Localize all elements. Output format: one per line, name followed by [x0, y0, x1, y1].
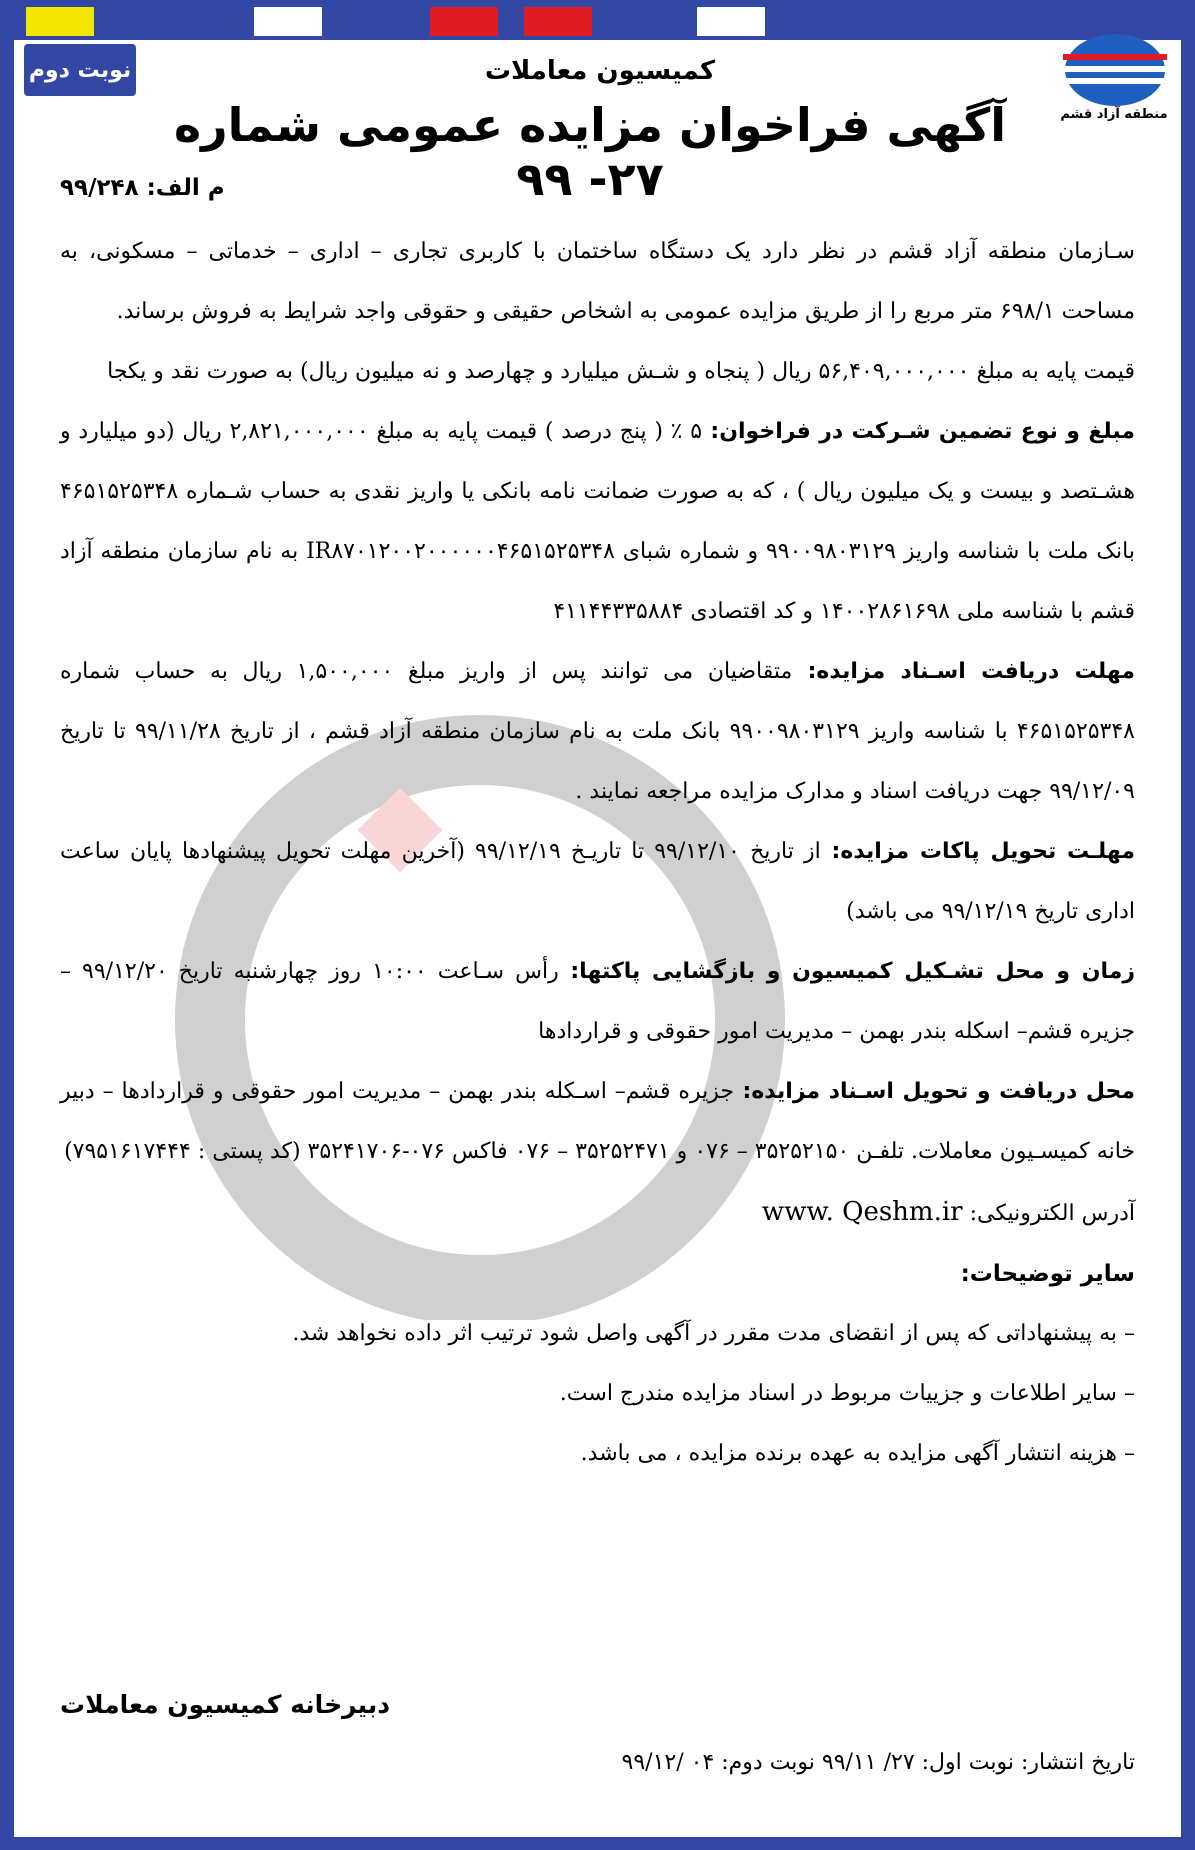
color-bar-white-2	[697, 7, 765, 36]
website-label: آدرس الکترونیکی:	[962, 1201, 1135, 1226]
notice-body	[60, 222, 1135, 1484]
docs-deadline-text: متقاضیان می توانند پس از واریز مبلغ ۱,۵۰۰,۰۰۰ ریال به حساب شماره ۴۶۵۱۵۲۵۳۴۸ با شناسه واریز ۹۹۰۰۹۸۰۳۱۲۹ بانک ملت به نام سازمان منطقه آزاد قشم ، از تاریخ ۹۹/۱۱/۲۸ تا تاریخ ۹۹/۱۲/۰۹ جهت دریافت اسناد و مدارک مزایده مراجعه نمایند .	[60, 659, 1135, 804]
intro-paragraph: سـازمان منطقه آزاد قشم در نظر دارد یک دستگاه ساختمان با کاربری تجاری – اداری – خدماتی – مسکونی، به مساحت ۶۹۸/۱ متر مربع را از طریق مزایده عمومی به اشخاص حقیقی و حقوقی واجد شرایط به فروش برساند.	[60, 239, 1135, 324]
guarantee-paragraph	[60, 402, 1135, 642]
note-item: – هزینه انتشار آگهی مزایده به عهده برنده مزایده ، می باشد.	[580, 1441, 1135, 1466]
publication-dates: تاریخ انتشار: نوبت اول: ۲۷/ ۹۹/۱۱ نوبت دوم: ۰۴ /۹۹/۱۲	[621, 1750, 1135, 1775]
opening-label: زمان و محل تشـکیل کمیسیون و بازگشایی پاکتها:	[558, 959, 1136, 984]
delivery-deadline-label: مهلـت تحویل پاکات مزایده:	[820, 839, 1135, 864]
page-title: آگهی فراخوان مزایده عمومی شماره ۲۷- ۹۹	[174, 98, 1006, 206]
reference-number: م الف: ۹۹/۲۴۸	[60, 175, 225, 201]
website-link[interactable]: www. Qeshm.ir	[761, 1197, 963, 1227]
color-bar-red-2	[524, 7, 592, 36]
color-bar-red-1	[430, 7, 498, 36]
opening-text: رأس سـاعت ۱۰:۰۰ روز چهارشنبه تاریخ ۹۹/۱۲/۲۰ – جزیره قشم– اسکله بندر بهمن – مدیریت امور حقوقی و قراردادها	[60, 959, 1135, 1044]
base-price-paragraph: قیمت پایه به مبلغ ۵۶,۴۰۹,۰۰۰,۰۰۰ ریال ( پنجاه و شـش میلیارد و چهارصد و نه میلیون ریال) به صورت نقد و یکجا	[107, 359, 1135, 384]
website-paragraph	[60, 1182, 1135, 1244]
location-text: جزیره قشم– اسـکله بندر بهمن – مدیریت امور حقوقی و قراردادها – دبیر خانه کمیسـیون معاملات. تلفـن ۳۵۲۵۲۱۵۰ – ۰۷۶ و ۳۵۲۵۲۴۷۱ – ۰۷۶ فاکس ۰۷۶-۳۵۲۴۱۷۰۶ (کد پستی : ۷۹۵۱۶۱۷۴۴۴)	[60, 1079, 1135, 1164]
note-item: – به پیشنهاداتی که پس از انقضای مدت مقرر در آگهی واصل شود ترتیب اثر داده نخواهد شد.	[292, 1321, 1135, 1346]
color-bar-white-1	[254, 7, 322, 36]
location-label: محل دریافت و تحویل اسـناد مزایده:	[733, 1079, 1135, 1104]
docs-deadline-label: مهلت دریافت اسـناد مزایده:	[792, 659, 1135, 684]
color-bar-yellow	[26, 7, 94, 36]
delivery-deadline-paragraph	[60, 822, 1135, 942]
guarantee-text: ۵ ٪ ( پنج درصد ) قیمت پایه به مبلغ ۲,۸۲۱,۰۰۰,۰۰۰ ریال (دو میلیارد و هشـتصد و بیست و یک میلیون ریال ) ، که به صورت ضمانت نامه بانکی یا واریز نقدی به حساب شـماره ۴۶۵۱۵۲۵۳۴۸ بانک ملت با شناسه واریز ۹۹۰۰۹۸۰۳۱۲۹ و شماره شبای IR۸۷۰۱۲۰۰۲۰۰۰۰۰۰۴۶۵۱۵۲۵۳۴۸ به نام سازمان منطقه آزاد قشم با شناسه ملی ۱۴۰۰۲۸۶۱۶۹۸ و کد اقتصادی ۴۱۱۴۴۳۳۵۸۸۴	[60, 419, 1135, 624]
signature: دبیرخانه کمیسیون معاملات	[60, 1690, 391, 1719]
qeshm-free-zone-logo	[1055, 30, 1175, 110]
location-paragraph	[60, 1062, 1135, 1182]
delivery-deadline-text: از تاریخ ۹۹/۱۲/۱۰ تا تاریـخ ۹۹/۱۲/۱۹ (آخرین مهلت تحویل پیشنهادها پایان ساعت اداری تاریخ ۹۹/۱۲/۱۹ می باشد)	[60, 839, 1135, 924]
note-item: – سایر اطلاعات و جزییات مربوط در اسناد مزایده مندرج است.	[559, 1381, 1135, 1406]
commission-heading: کمیسیون معاملات	[484, 56, 716, 86]
guarantee-label: مبلغ و نوع تضمین شـرکت در فراخوان:	[702, 419, 1135, 444]
second-round-badge: نوبت دوم	[24, 44, 136, 96]
other-notes-heading: سایر توضیحات:	[960, 1261, 1135, 1287]
opening-paragraph	[60, 942, 1135, 1062]
docs-deadline-paragraph	[60, 642, 1135, 822]
logo-caption: منطقه آزاد قشم	[1060, 107, 1168, 122]
